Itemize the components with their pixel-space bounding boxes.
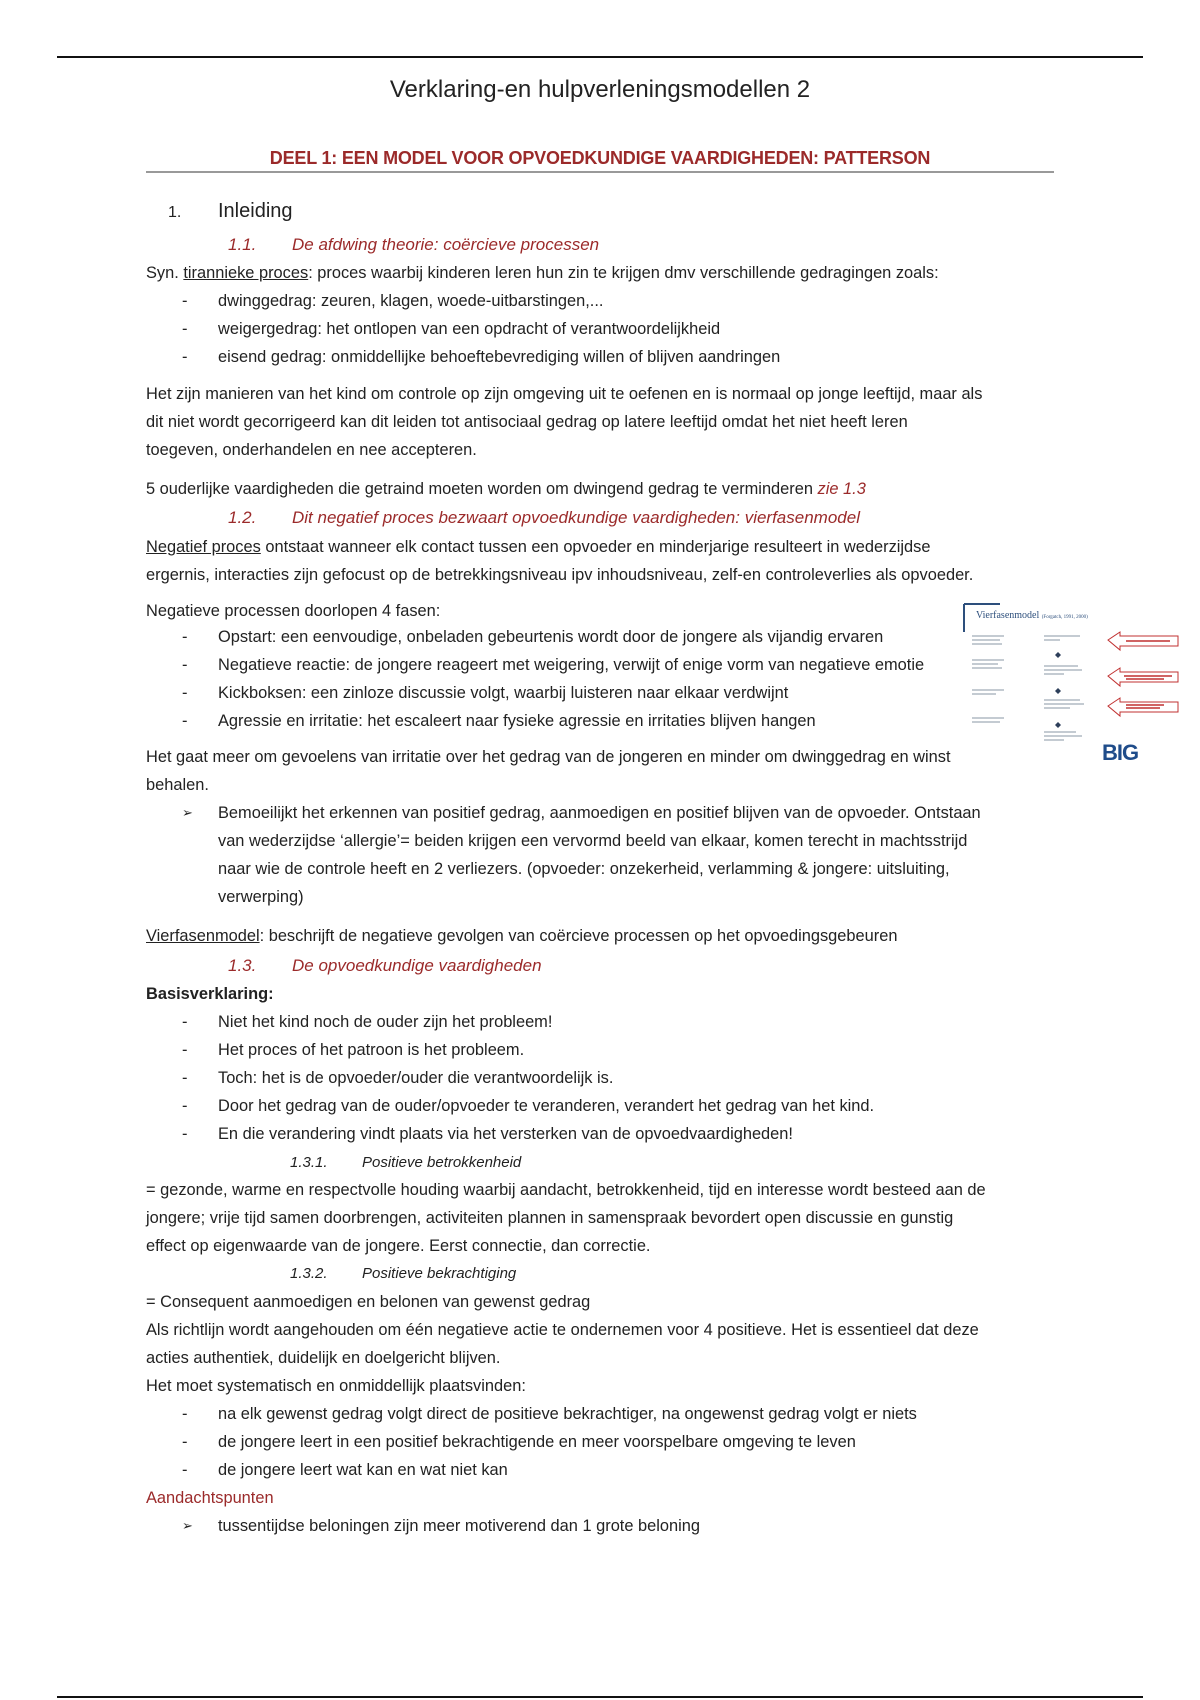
part-title-underline [146, 171, 1054, 173]
model-term: Vierfasenmodel [146, 927, 260, 945]
paragraph-line: = Consequent aanmoedigen en belonen van gewenst gedrag [146, 1293, 591, 1311]
paragraph-line: = gezonde, warme en respectvolle houding waarbij aandacht, betrokkenheid, tijd en interesse wordt besteed aan de [146, 1181, 986, 1199]
document-title: Verklaring-en hulpverleningsmodellen 2 [389, 76, 811, 103]
paragraph-line: acties authentiek, duidelijk en doelgericht blijven. [146, 1349, 501, 1367]
bottom-rule [57, 1696, 1143, 1698]
section-number: 1.3.2. [290, 1265, 328, 1282]
section-title: Positieve betrokkenheid [362, 1154, 522, 1171]
vierfasenmodel-figure [960, 600, 1180, 770]
list-item-text: Niet het kind noch de ouder zijn het probleem! [218, 1013, 553, 1031]
list-item-text: de jongere leert in een positief bekrachtigende en meer voorspelbare omgeving te leven [218, 1433, 856, 1451]
model-text: : beschrijft de negatieve gevolgen van coërcieve processen op het opvoedingsgebeuren [259, 927, 898, 945]
list-item-text: dwinggedrag: zeuren, klagen, woede-uitbarstingen,... [218, 292, 604, 310]
list-item-text: na elk gewenst gedrag volgt direct de positieve bekrachtiger, na ongewenst gedrag volgt er niets [218, 1405, 917, 1423]
paragraph-line: Het zijn manieren van het kind om controle op zijn omgeving uit te oefenen en is normaal op jonge leeftijd, maar als [146, 385, 983, 403]
section-number: 1.3. [228, 956, 257, 975]
figure-source: (Forgatch, 1991, 2000) [1041, 615, 1088, 620]
bullet-mark: - [182, 1433, 188, 1451]
figure-title-text: Vierfasenmodel [976, 610, 1040, 621]
paragraph-line: Het moet systematisch en onmiddellijk plaatsvinden: [146, 1377, 526, 1395]
syn-prefix: Syn. [146, 264, 184, 282]
section-number: 1. [168, 204, 182, 221]
basisverklaring-label: Basisverklaring: [146, 985, 274, 1003]
aandachtspunten-label: Aandachtspunten [146, 1489, 274, 1507]
paragraph-line: dit niet wordt gecorrigeerd kan dit leiden tot antisociaal gedrag op latere leeftijd omdat het niet heeft leren [146, 413, 908, 431]
definition-text: ontstaat wanneer elk contact tussen een opvoeder en minderjarige resulteert in wederzijdse [260, 538, 931, 556]
list-item-text: Door het gedrag van de ouder/opvoeder te veranderen, verandert het gedrag van het kind. [218, 1097, 875, 1115]
paragraph-line: Als richtlijn wordt aangehouden om één negatieve actie te ondernemen voor 4 positieve. Het is essentieel dat deze [146, 1321, 979, 1339]
syn-rest: : proces waarbij kinderen leren hun zin te krijgen dmv verschillende gedragingen zoals: [308, 264, 939, 282]
bullet-mark: - [182, 1461, 188, 1479]
section-title: Positieve bekrachtiging [362, 1265, 517, 1282]
synonym-line [146, 262, 939, 284]
paragraph-line: jongere; vrije tijd samen doorbrengen, activiteiten plannen in samenspraak bevordert open discussie en gunstig [146, 1209, 954, 1227]
arrow-item-text: Bemoeilijkt het erkennen van positief gedrag, aanmoedigen en positief blijven van de opvoeder. Ontstaan [218, 804, 981, 822]
section-title: Dit negatief proces bezwaart opvoedkundige vaardigheden: vierfasenmodel [292, 508, 860, 527]
model-definition [146, 925, 897, 947]
list-item-text: Opstart: een eenvoudige, onbeladen gebeurtenis wordt door de jongere als vijandig ervaren [218, 628, 884, 646]
bullet-mark: - [182, 1097, 188, 1115]
definition-line [146, 536, 930, 558]
bullet-mark: - [182, 1069, 188, 1087]
top-rule [57, 56, 1143, 58]
paragraph-line: effect op eigenwaarde van de jongere. Eerst connectie, dan correctie. [146, 1237, 651, 1255]
list-item-text: weigergedrag: het ontlopen van een opdracht of verantwoordelijkheid [218, 320, 721, 338]
list-item-text: Toch: het is de opvoeder/ouder die verantwoordelijk is. [218, 1069, 614, 1087]
definition-line: ergernis, interacties zijn gefocust op de betrekkingsniveau ipv inhoudsniveau, zelf-en controleverlies als opvoeder. [146, 566, 974, 584]
list-item-text: En die verandering vindt plaats via het versterken van de opvoedvaardigheden! [218, 1125, 793, 1143]
bullet-mark: - [182, 1405, 188, 1423]
section-number: 1.3.1. [290, 1154, 328, 1171]
bullet-mark: - [182, 1041, 188, 1059]
paragraph-line: behalen. [146, 776, 209, 794]
section-number: 1.2. [228, 508, 257, 527]
paragraph-line: toegeven, onderhandelen en nee accepteren. [146, 441, 477, 459]
definition-term: Negatief proces [146, 538, 261, 556]
bullet-mark: - [182, 1125, 188, 1143]
big-logo: BIG [1102, 740, 1139, 765]
skills-reference: zie 1.3 [817, 480, 866, 498]
bullet-mark: - [182, 1013, 188, 1031]
skills-line [146, 478, 866, 500]
paragraph-line: Het gaat meer om gevoelens van irritatie over het gedrag van de jongeren en minder om dwinggedrag en winst [146, 748, 951, 766]
bullet-mark: - [182, 684, 188, 702]
arrow-item-text: van wederzijdse ‘allergie’= beiden krijgen een vervormd beeld van elkaar, komen terecht in machtsstrijd [218, 832, 968, 850]
bullet-mark: - [182, 628, 188, 646]
skills-text: 5 ouderlijke vaardigheden die getraind moeten worden om dwingend gedrag te verminderen [146, 480, 818, 498]
arrow-bullet: ➢ [182, 805, 193, 820]
list-item-text: Agressie en irritatie: het escaleert naar fysieke agressie en irritaties blijven hangen [218, 712, 816, 730]
list-item-text: Het proces of het patroon is het probleem. [218, 1041, 525, 1059]
bullet-mark: - [182, 292, 188, 310]
section-title: De afdwing theorie: coërcieve processen [292, 235, 600, 254]
part-title: DEEL 1: EEN MODEL VOOR OPVOEDKUNDIGE VAARDIGHEDEN: PATTERSON [269, 148, 931, 168]
list-item-text: Negatieve reactie: de jongere reageert met weigering, verwijt of enige vorm van negatieve emotie [218, 656, 925, 674]
arrow-item-text: tussentijdse beloningen zijn meer motiverend dan 1 grote beloning [218, 1517, 701, 1535]
figure-diagram [960, 600, 1180, 770]
section-title: De opvoedkundige vaardigheden [292, 956, 542, 975]
figure-title [976, 610, 1088, 621]
list-item-text: Kickboksen: een zinloze discussie volgt, waarbij luisteren naar elkaar verdwijnt [218, 684, 789, 702]
bullet-mark: - [182, 348, 188, 366]
bullet-mark: - [182, 712, 188, 730]
arrow-bullet: ➢ [182, 1518, 193, 1533]
bullet-mark: - [182, 656, 188, 674]
bullet-mark: - [182, 320, 188, 338]
list-item-text: eisend gedrag: onmiddellijke behoeftebevrediging willen of blijven aandringen [218, 348, 781, 366]
section-title: Inleiding [218, 200, 293, 222]
arrow-item-text: naar wie de controle heeft en 2 verliezers. (opvoeder: onzekerheid, verlamming & jongere: uitsluiting, [218, 860, 950, 878]
phases-intro: Negatieve processen doorlopen 4 fasen: [146, 602, 441, 620]
syn-term: tirannieke proces [183, 264, 309, 282]
section-number: 1.1. [228, 235, 257, 254]
arrow-item-text: verwerping) [218, 888, 304, 906]
list-item-text: de jongere leert wat kan en wat niet kan [218, 1461, 508, 1479]
